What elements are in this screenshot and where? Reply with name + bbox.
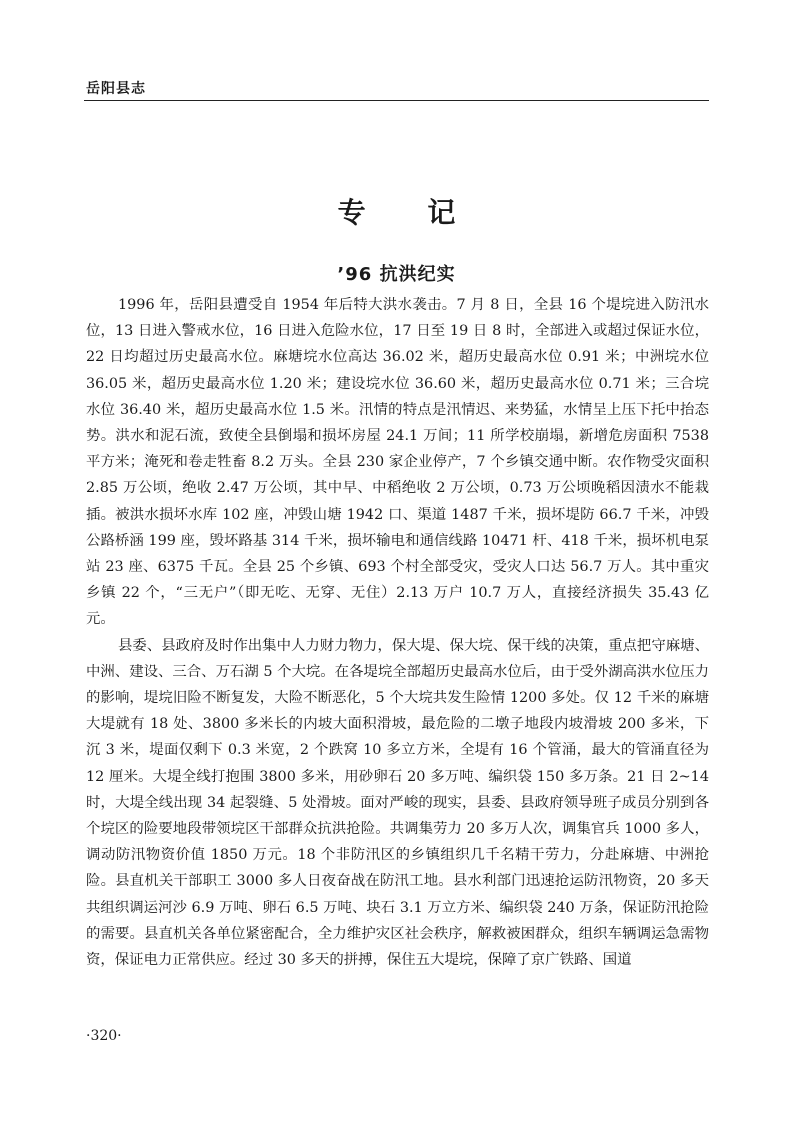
paragraph: 1996 年，岳阳县遭受自 1954 年后特大洪水袭击。7 月 8 日，全县 16 个堤垸进入防汛水位，13 日进入警戒水位，16 日进入危险水位，17 日至 19 日 8 时，全部进入或超过保证水位，22 日均超过历史最高水位。麻塘垸水位高达 36.02 米，超历史最高水位 0.91 米；中洲垸水位 36.05 米，超历史最高水位 1.20 米；建设垸水位 36.60 米，超历史最高水位 0.71 米；三合垸水位 36.40 米，超历史最高水位 1.5 米。汛情的特点是汛情迟、来势猛，水情呈上压下托中抬态势。洪水和泥石流，致使全县倒塌和损坏房屋 24.1 万间；11 所学校崩塌，新增危房面积 7538 平方米；淹死和卷走牲畜 8.2 万头。全县 230 家企业停产，7 个乡镇交通中断。农作物受灾面积 2.85 万公顷，绝收 2.47 万公顷，其中早、中稻绝收 2 万公顷，0.73 万公顷晚稻因渍水不能栽插。被洪水损坏水库 102 座，冲毁山塘 1942 口、渠道 1487 千米，损坏堤防 66.7 千米，冲毁公路桥涵 199 座，毁坏路基 314 千米，损坏输电和通信线路 10471 杆、418 千米，损坏机电泵站 23 座、6375 千瓦。全县 25 个乡镇、693 个村全部受灾，受灾人口达 56.7 万人。其中重灾乡镇 22 个，“三无户”（即无吃、无穿、无住）2.13 万户 10.7 万人，直接经济损失 35.43 亿元。	[86, 297, 709, 628]
page-number: ·320·	[86, 1028, 122, 1044]
running-head-title: 岳阳县志	[86, 81, 146, 97]
header-rule	[84, 100, 709, 101]
section-title: ’96 抗洪纪实	[337, 263, 456, 285]
chapter-title: 专 记	[337, 195, 482, 229]
paragraph: 县委、县政府及时作出集中人力财力物力，保大堤、保大垸、保干线的决策，重点把守麻塘、中洲、建设、三合、万石湖 5 个大垸。在各堤垸全部超历史最高水位后，由于受外湖高洪水位压力的影响，堤垸旧险不断复发，大险不断恶化，5 个大垸共发生险情 1200 多处。仅 12 千米的麻塘大堤就有 18 处、3800 多米长的内坡大面积滑坡，最危险的二墩子地段内坡滑坡 200 多米，下沉 3 米，堤面仅剩下 0.3 米宽，2 个跌窝 10 多立方米，全堤有 16 个管涌，最大的管涌直径为 12 厘米。大堤全线打抱围 3800 多米，用砂卵石 20 多万吨、编织袋 150 多万条。21 日 2~14 时，大堤全线出现 34 起裂缝、5 处滑坡。面对严峻的现实，县委、县政府领导班子成员分别到各个垸区的险要地段带领垸区干部群众抗洪抢险。共调集劳力 20 多万人次，调集官兵 1000 多人，调动防汛物资价值 1850 万元。18 个非防汛区的乡镇组织几千名精干劳力，分赴麻塘、中洲抢险。县直机关干部职工 3000 多人日夜奋战在防汛工地。县水利部门迅速抢运防汛物资，20 多天共组织调运河沙 6.9 万吨、卵石 6.5 万吨、块石 3.1 万立方米、编织袋 240 万条，保证防汛抢险的需要。县直机关各单位紧密配合，全力维护灾区社会秩序，解救被困群众，组织车辆调运急需物资，保证电力正常供应。经过 30 多天的拼搏，保住五大堤垸，保障了京广铁路、国道	[86, 637, 709, 969]
body-text	[86, 292, 709, 973]
